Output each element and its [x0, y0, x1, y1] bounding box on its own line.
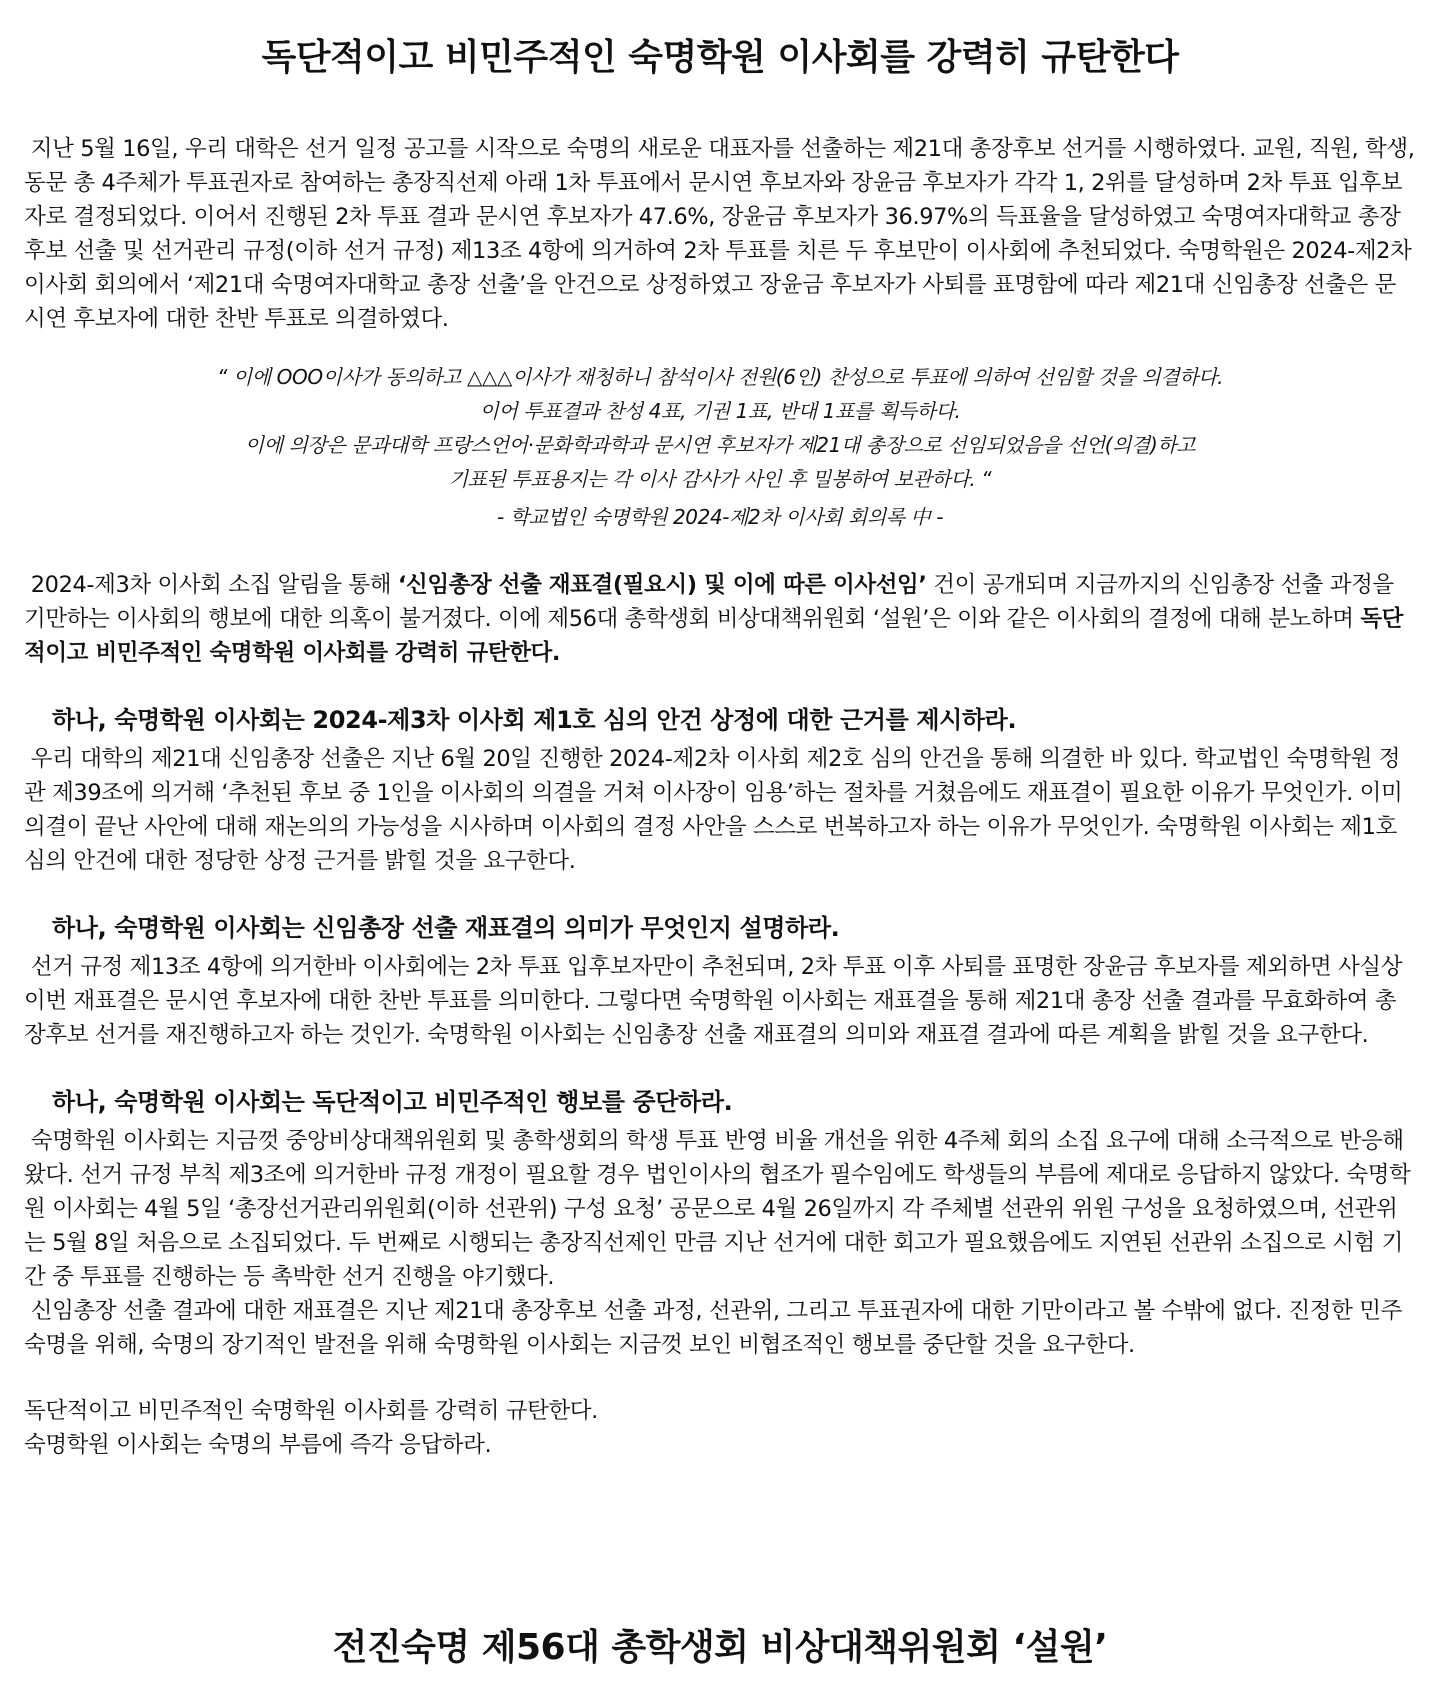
closing-statement [24, 1394, 1416, 1462]
quote-line-4: 기표된 투표용지는 각 이사 감사가 사인 후 밀봉하여 보관하다. “ [448, 467, 992, 491]
document-title: 독단적이고 비민주적인 숙명학원 이사회를 강력히 규탄한다 [261, 37, 1179, 78]
section-3-body: 숙명학원 이사회는 지금껏 중앙비상대책위원회 및 총학생회의 학생 투표 반영 비율 개선을 위한 4주체 회의 소집 요구에 대해 소극적으로 반응해 왔다. 선거 규정 부칙 제3조에 의거한바 규정 개정이 필요할 경우 법인이사의 협조가 필수임에도 학생들의 부름에 제대로 응답하지 않았다. 숙명학원 이사회는 4월 5일 ‘총장선거관리위원회(이하 선관위) 구성 요청’ 공문으로 4월 26일까지 각 주체별 선관위 위원 구성을 요청하였으며, 선관위는 5월 8일 처음으로 소집되었다. 두 번째로 시행되는 총장직선제인 만큼 지난 선거에 대한 회고가 필요했음에도 지연된 선관위 소집으로 시험 기간 중 투표를 진행하는 등 촉박한 선거 진행을 야기했다. [24, 1128, 1411, 1290]
section-1-heading: 하나, 숙명학원 이사회는 2024-제3차 이사회 제1호 심의 안건 상정에 대한 근거를 제시하라. [52, 706, 1017, 734]
closing-line-1: 독단적이고 비민주적인 숙명학원 이사회를 강력히 규탄한다. [24, 1398, 598, 1424]
agenda-text-1: 2024-제3차 이사회 소집 알림을 통해 [24, 572, 398, 598]
section-3-heading: 하나, 숙명학원 이사회는 독단적이고 비민주적인 행보를 중단하라. [52, 1088, 733, 1116]
minutes-quote [24, 360, 1416, 534]
agenda-item-bold: ‘신임총장 선출 재표결(필요시) 및 이에 따른 이사선임’ [397, 572, 927, 598]
signature: 전진숙명 제56대 총학생회 비상대책위원회 ‘설원’ [332, 1627, 1108, 1668]
section-1-body: 우리 대학의 제21대 신임총장 선출은 지난 6월 20일 진행한 2024-제2차 이사회 제2호 심의 안건을 통해 의결한 바 있다. 학교법인 숙명학원 정관 제39조에 의거해 ‘추천된 후보 중 1인을 이사회의 의결을 거쳐 이사장이 임용’하는 절차를 거쳤음에도 재표결이 필요한 이유가 무엇인가. 이미 의결이 끝난 사안에 대해 재논의의 가능성을 시사하며 이사회의 결정 사안을 스스로 번복하고자 하는 이유가 무엇인가. 숙명학원 이사회는 제1호 심의 안건에 대한 정당한 상정 근거를 밝힐 것을 요구한다. [24, 746, 1410, 874]
quote-line-3: 이에 의장은 문과대학 프랑스언어·문화학과학과 문시연 후보자가 제21대 총장으로 선임되었음을 선언(의결)하고 [244, 433, 1196, 457]
quote-line-1: “ 이에 OOO이사가 동의하고 △△△이사가 재청하니 참석이사 전원(6인) 찬성으로 투표에 의하여 선임할 것을 의결하다. [216, 365, 1224, 389]
closing-line-2: 숙명학원 이사회는 숙명의 부름에 즉각 응답하라. [24, 1432, 492, 1458]
quote-line-2: 이어 투표결과 찬성 4표, 기권 1표, 반대 1표를 획득하다. [479, 399, 961, 423]
section-3-body-continued: 신임총장 선출 결과에 대한 재표결은 지난 제21대 총장후보 선출 과정, 선관위, 그리고 투표권자에 대한 기만이라고 볼 수밖에 없다. 진정한 민주숙명을 위해, 숙명의 장기적인 발전을 위해 숙명학원 이사회는 지금껏 보인 비협조적인 행보를 중단할 것을 요구한다. [24, 1298, 1402, 1358]
quote-source: - 학교법인 숙명학원 2024-제2차 이사회 회의록 中 - [496, 505, 944, 529]
section-2-body: 선거 규정 제13조 4항에 의거한바 이사회에는 2차 투표 입후보자만이 추천되며, 2차 투표 이후 사퇴를 표명한 장윤금 후보자를 제외하면 사실상 이번 재표결은 문시연 후보자에 대한 찬반 투표를 의미한다. 그렇다면 숙명학원 이사회는 재표결을 통해 제21대 총장 선출 결과를 무효화하여 총장후보 선거를 재진행하고자 하는 것인가. 숙명학원 이사회는 신임총장 선출 재표결의 의미와 재표결 결과에 따른 계획을 밝힐 것을 요구한다. [24, 954, 1409, 1048]
section-2-heading: 하나, 숙명학원 이사회는 신임총장 선출 재표결의 의미가 무엇인지 설명하라. [52, 914, 840, 942]
agenda-paragraph [24, 568, 1416, 670]
condemnation-bold: 독단적이고 비민주적인 숙명학원 이사회를 강력히 규탄한다. [24, 606, 1403, 666]
agenda-text-2: 건이 공개되며 지금까지의 신임총장 선출 과정을 기만하는 이사회의 행보에 대한 의혹이 불거졌다. 이에 제56대 총학생회 비상대책위원회 ‘설원’은 이와 같은 이사회의 결정에 대해 분노하며 [24, 572, 1401, 632]
intro-paragraph: 지난 5월 16일, 우리 대학은 선거 일정 공고를 시작으로 숙명의 새로운 대표자를 선출하는 제21대 총장후보 선거를 시행하였다. 교원, 직원, 학생, 동문 총 4주체가 투표권자로 참여하는 총장직선제 아래 1차 투표에서 문시연 후보자와 장윤금 후보자가 각각 1, 2위를 달성하며 2차 투표 입후보자로 결정되었다. 이어서 진행된 2차 투표 결과 문시연 후보자가 47.6%, 장윤금 후보자가 36.97%의 득표율을 달성하였고 숙명여자대학교 총장후보 선출 및 선거관리 규정(이하 선거 규정) 제13조 4항에 의거하여 2차 투표를 치른 두 후보만이 이사회에 추천되었다. 숙명학원은 2024-제2차 이사회 회의에서 ‘제21대 숙명여자대학교 총장 선출’을 안건으로 상정하였고 장윤금 후보자가 사퇴를 표명함에 따라 제21대 신임총장 선출은 문시연 후보자에 대한 찬반 투표로 의결하였다. [24, 136, 1422, 332]
